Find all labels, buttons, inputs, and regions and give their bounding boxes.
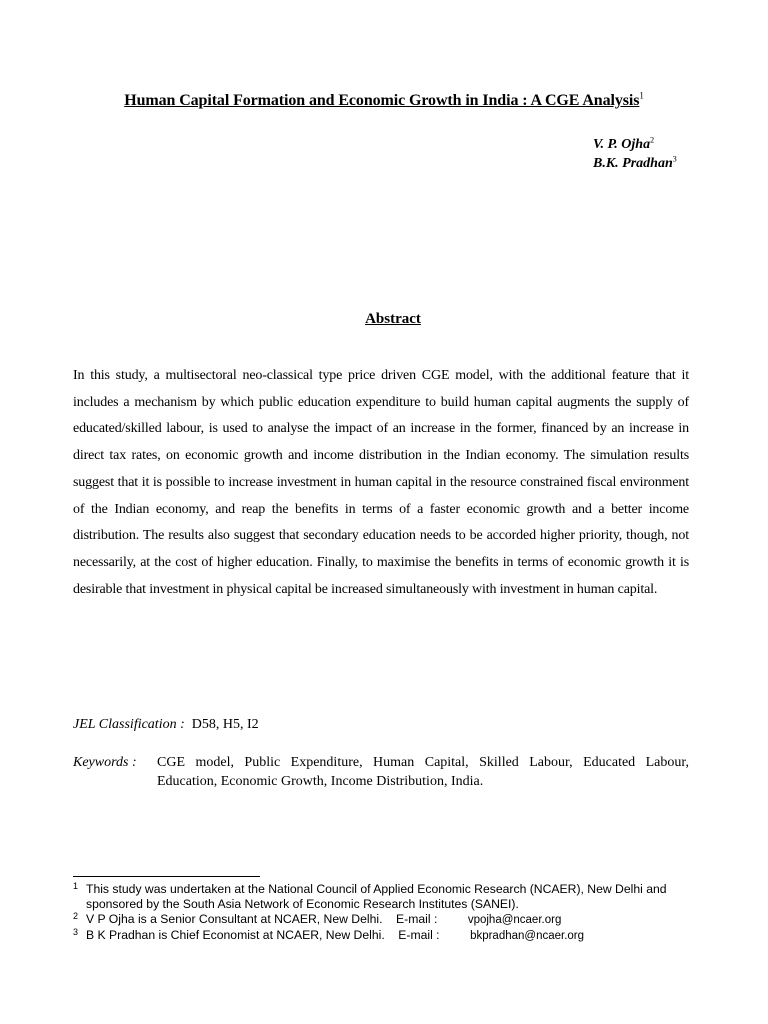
email-label: E-mail : — [396, 912, 438, 926]
abstract-heading: Abstract — [365, 311, 421, 327]
jel-value: D58, H5, I2 — [191, 717, 259, 732]
jel-classification — [73, 717, 259, 733]
author — [593, 135, 677, 154]
paper-title-text: Human Capital Formation and Economic Growth in India : A CGE Analysis — [124, 92, 640, 109]
footnote-number: 3 — [73, 927, 79, 937]
author-name: B.K. Pradhan — [593, 156, 673, 171]
author-footnote-marker: 2 — [650, 135, 655, 145]
title-footnote-marker: 1 — [639, 90, 644, 101]
email-address[interactable]: bkpradhan@ncaer.org — [470, 930, 585, 942]
footnote-number: 2 — [73, 911, 79, 921]
author-footnote-marker: 3 — [672, 154, 677, 164]
footnote — [73, 882, 703, 912]
keywords-label: Keywords : — [73, 755, 137, 770]
author-name: V. P. Ojha — [593, 137, 651, 152]
paper-title — [0, 92, 768, 110]
footnote-text: This study was undertaken at the National Council of Applied Economic Research (NCAER), New Delhi and sponsored by the South Asia Network of Economic Research Institutes (SANEI). — [86, 882, 667, 911]
footnote-text: B K Pradhan is Chief Economist at NCAER, New Delhi. — [86, 928, 385, 942]
author-list — [593, 135, 677, 173]
email-address[interactable]: vpojha@ncaer.org — [467, 914, 562, 926]
footnote-number: 1 — [73, 881, 79, 891]
footnote — [73, 928, 703, 944]
keywords-value: CGE model, Public Expenditure, Human Capital, Skilled Labour, Educated Labour, Education, Economic Growth, Income Distribution, India. — [157, 755, 689, 789]
jel-label: JEL Classification : — [73, 717, 185, 732]
email-label: E-mail : — [398, 928, 440, 942]
author — [593, 154, 677, 173]
footnote-divider — [73, 876, 260, 877]
abstract-text: In this study, a multisectoral neo-classical type price driven CGE model, with the additional feature that it includes a mechanism by which public education expenditure to build human capital augments the supply of educated/skilled labour, is used to analyse the impact of an increase in the former, financed by an increase in direct tax rates, on economic growth and income distribution in the Indian economy. The simulation results suggest that it is possible to increase investment in human capital in the resource constrained fiscal environment of the Indian economy, and reap the benefits in terms of a faster economic growth and a better income distribution. The results also suggest that secondary education needs to be accorded higher priority, though, not necessarily, at the cost of higher education. Finally, to maximise the benefits in terms of economic growth it is desirable that investment in physical capital be increased simultaneously with investment in human capital. — [73, 368, 689, 597]
footnotes — [73, 882, 703, 944]
footnote-text: V P Ojha is a Senior Consultant at NCAER, New Delhi. — [86, 912, 383, 926]
footnote — [73, 912, 703, 928]
